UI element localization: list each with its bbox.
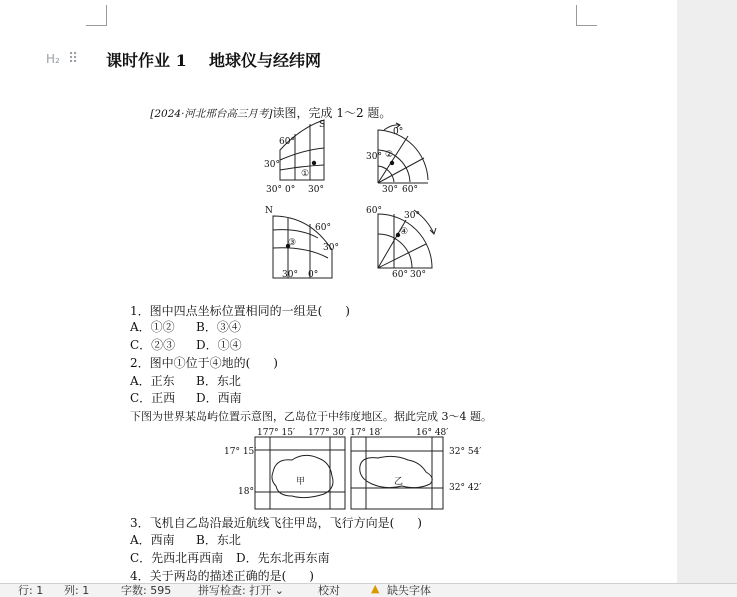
left-lat-label-1: 17° 15′: [224, 447, 257, 457]
q4-stem: 4．关于两岛的描述正确的是( ): [130, 569, 314, 583]
page-title: 课时作业 1 地球仪与经纬网: [106, 50, 321, 70]
q2-option-c: C．正西: [130, 391, 176, 405]
islands-figure: [0, 424, 677, 514]
status-bar: [0, 583, 737, 597]
p3-lat1-label: 60°: [315, 223, 331, 233]
p3-pole-label: N: [265, 206, 273, 216]
p4-lat-top-label: 60°: [366, 206, 382, 216]
p2-marker: ②: [385, 150, 394, 160]
island-map-left: [255, 437, 345, 509]
p4-marker: ④: [400, 227, 409, 237]
intro2-text: 下图为世界某岛屿位置示意图，乙岛位于中纬度地区。据此完成 3～4 题。: [130, 410, 492, 423]
q1-option-d: D．①④: [196, 338, 242, 352]
q3-option-a: A．西南: [130, 533, 175, 547]
top-lon-label-3: 17° 18′: [350, 428, 383, 438]
island-label-yi: 乙: [394, 477, 404, 487]
graticule-figure: [0, 110, 677, 410]
p1-lon3-label: 30°: [308, 185, 324, 195]
status-proofread[interactable]: 校对: [318, 584, 340, 597]
drag-handle-icon[interactable]: ⠿: [68, 51, 78, 67]
q3-stem: 3．飞机自乙岛沿最近航线飞往甲岛，飞行方向是( ): [130, 516, 422, 530]
q2-stem: 2．图中①位于④地的( ): [130, 356, 278, 370]
top-lon-label-1: 177° 15′: [257, 428, 296, 438]
p3-lon1-label: 30°: [282, 270, 298, 280]
status-spell-check[interactable]: 拼写检查: 打开 ⌄: [198, 584, 284, 597]
intro-text: 读图，完成 1～2 题。: [272, 106, 392, 120]
q1-option-a: A．①②: [130, 320, 175, 334]
p2-lon1-label: 30°: [382, 185, 398, 195]
q3-option-c: C．先西北再西南: [130, 551, 224, 565]
window-gutter: [677, 0, 737, 583]
p3-lon2-label: 0°: [308, 270, 319, 280]
left-lat-label-2: 18°: [238, 487, 254, 497]
point-1-dot: [312, 161, 316, 165]
heading-row: [46, 46, 321, 72]
q1-option-b: B．③④: [196, 320, 241, 334]
status-word-count[interactable]: 字数: 595: [121, 584, 172, 597]
q2-option-d: D．西南: [196, 391, 242, 405]
p1-lon2-label: 0°: [285, 185, 296, 195]
status-missing-font[interactable]: 缺失字体: [387, 584, 431, 597]
p2-lat-label: 30°: [366, 152, 382, 162]
p3-lat2-label: 30°: [323, 243, 339, 253]
q1-stem: 1．图中四点坐标位置相同的一组是( ): [130, 304, 350, 318]
p2-lon-top: 0°: [393, 127, 404, 137]
status-row: 行: 1: [18, 584, 44, 597]
q2-option-a: A．正东: [130, 374, 175, 388]
p2-lon2-label: 60°: [402, 185, 418, 195]
q1-option-c: C．②③: [130, 338, 176, 352]
p1-lon1-label: 30°: [266, 185, 282, 195]
q2-option-b: B．东北: [196, 374, 241, 388]
p1-lat1-label: 60°: [279, 137, 295, 147]
p1-marker: ①: [301, 169, 310, 179]
island-map-right: [351, 437, 443, 509]
top-lon-label-2: 177° 30′: [308, 428, 347, 438]
p1-lat2-label: 30°: [264, 160, 280, 170]
margin-corner-top-left: [86, 5, 107, 26]
margin-corner-top-right: [576, 5, 597, 26]
point-2-dot: [390, 161, 394, 165]
island-label-jia: 甲: [296, 477, 306, 487]
p3-marker: ③: [288, 238, 297, 248]
status-col: 列: 1: [64, 584, 90, 597]
p4-lon2-label: 30°: [410, 270, 426, 280]
top-lon-label-4: 16° 48′: [416, 428, 449, 438]
warning-icon: ▲: [371, 583, 380, 595]
q3-option-d: D．先东北再东南: [236, 551, 330, 565]
p4-lon1-label: 60°: [392, 270, 408, 280]
question-source: [2024·河北邢台高三月考]: [150, 108, 273, 120]
right-lat-label-1: 32° 54′: [449, 447, 482, 457]
right-lat-label-2: 32° 42′: [449, 483, 482, 493]
heading-level-badge[interactable]: H₂: [46, 52, 60, 66]
p4-lon-top-label: 30°: [404, 211, 420, 221]
q3-option-b: B．东北: [196, 533, 241, 547]
p1-pole-label: S: [319, 120, 326, 130]
